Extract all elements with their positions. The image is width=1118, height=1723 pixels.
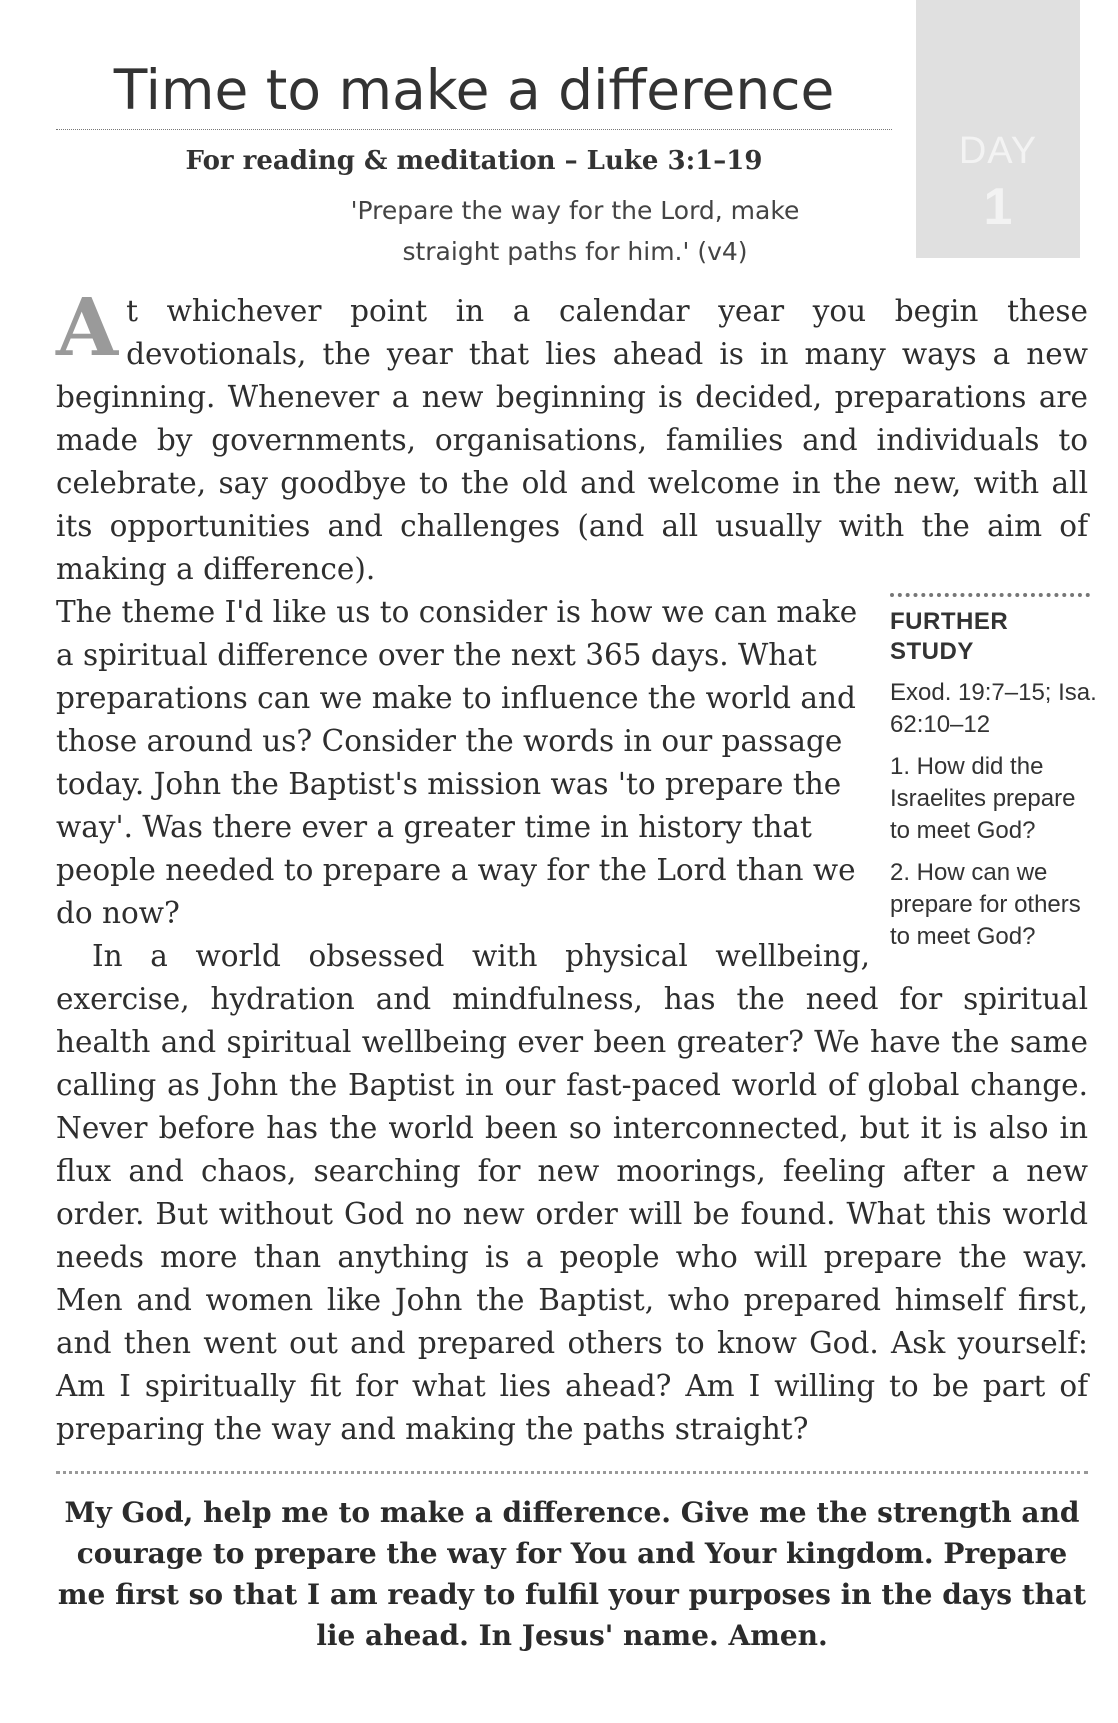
devotional-body	[56, 280, 1097, 1451]
further-study-question-1: 1. How did the Israelites prepare to meet God?	[890, 753, 1076, 844]
further-study-references: Exod. 19:7–15; Isa. 62:10–12	[890, 679, 1097, 738]
title-divider	[56, 129, 892, 130]
closing-prayer: My God, help me to make a difference. Give me the strength and courage to prepare the way for You and Your kingdom. Prepare me first so that I am ready to fulfil your purposes in the days that lie ahead. In Jesus' name. Amen.	[57, 1496, 1087, 1652]
drop-cap: A	[56, 280, 119, 374]
further-study-question-2: 2. How can we prepare for others to meet God?	[890, 859, 1081, 950]
key-verse: 'Prepare the way for the Lord, make straight paths for him.' (v4)	[350, 196, 800, 266]
day-label: DAY	[958, 130, 1038, 172]
reading-reference: For reading & meditation – Luke 3:1–19	[185, 146, 763, 176]
day-badge	[916, 0, 1080, 258]
day-number: 1	[983, 178, 1013, 236]
further-study-box	[890, 593, 1098, 953]
paragraph-3: In a world obsessed with physical wellbeing, exercise, hydration and mindfulness, has the need for spiritual health and spiritual wellbeing ever been greater? We have the same calling as John the Baptist in our fast-paced world of global change. Never before has the world been so interconnected, but it is also in flux and chaos, searching for new moorings, feeling after a new order. But without God no new order will be found. What this world needs more than anything is a people who will prepare the way. Men and women like John the Baptist, who prepared himself first, and then went out and prepared others to know God. Ask yourself: Am I spiritually fit for what lies ahead? Am I willing to be part of preparing the way and making the paths straight?	[56, 939, 1088, 1446]
further-study-divider	[890, 593, 1090, 597]
prayer-divider	[56, 1471, 1088, 1474]
paragraph-2-text: The theme I'd like us to consider is how we can make a spiritual difference over the next 365 days. What preparations can we make to influence the world and those around us? Consider the words in our passage today. John the Baptist's mission was 'to prepare the way'. Was there ever a greater time in history that people needed to prepare a way for the Lord than we do now?	[56, 595, 858, 930]
page-title: Time to make a difference	[113, 58, 835, 122]
further-study-heading: FURTHER STUDY	[890, 608, 1009, 665]
paragraph-1-text: t whichever point in a calendar year you begin these devotionals, the year that lies ahead is in many ways a new beginning. Whenever a new beginning is decided, preparations are made by governments, organisations, families and individuals to celebrate, say goodbye to the old and welcome in the new, with all its opportunities and challenges (and all usually with the aim of making a difference).	[56, 294, 1088, 586]
paragraph-1	[56, 280, 1088, 591]
